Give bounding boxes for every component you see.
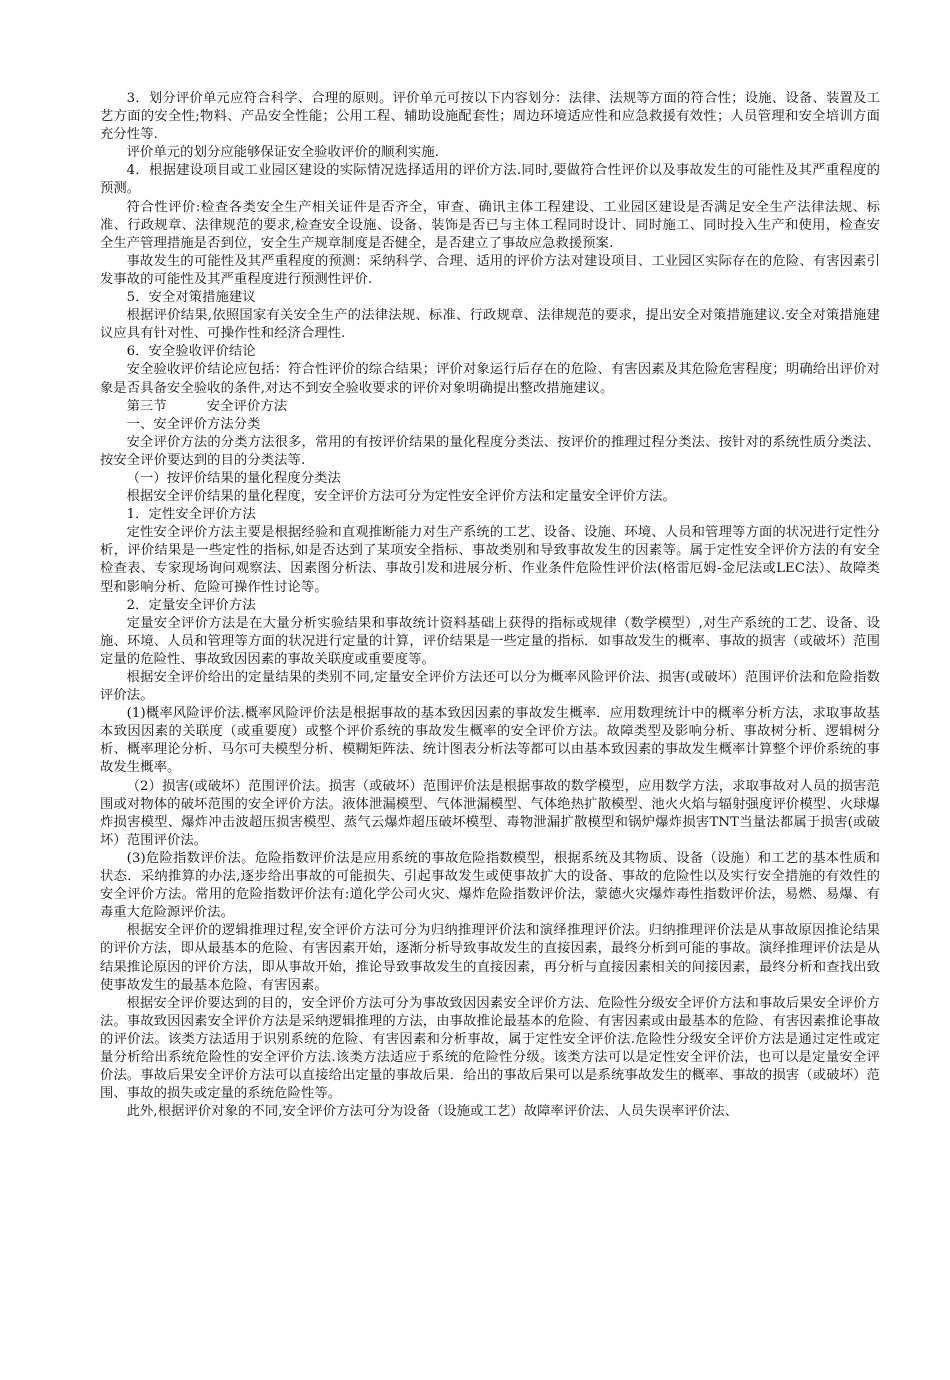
paragraph-3: 4．根据建设项目或工业园区建设的实际情况选择适用的评价方法.同时,要做符合性评价以及事故发生的可能性及其严重程度的预测。 bbox=[100, 163, 880, 197]
section-title: 安全评价方法 bbox=[206, 398, 288, 414]
section-heading bbox=[100, 398, 880, 416]
heading-5: 5．安全对策措施建议 bbox=[126, 290, 256, 306]
subheading-2: （一）按评价结果的量化程度分类法 bbox=[126, 470, 341, 486]
paragraph-5: 事故发生的可能性及其严重程度的预测：采纳科学、合理、适用的评价方法对建设项目、工业园区实际存在的危险、有害因素引发事故的可能性及其严重程度进行预测性评价. bbox=[100, 253, 880, 287]
paragraph-2: 评价单元的划分应能够保证安全验收评价的顺利实施. bbox=[126, 145, 440, 161]
paragraph-14: （2）损害(或破坏）范围评价法。损害（或破坏）范围评价法是根据事故的数学模型，应用数学方法，求取事故对人员的损害范围或对物体的破坏范围的安全评价方法。液体泄漏模型、气体泄漏模型、气体绝热扩散模型、池火火焰与辐射强度评价模型、火球爆炸损害模型、爆炸冲击波超压损害模型、蒸气云爆炸超压破坏模型、毒物泄漏扩散模型和锅炉爆炸损害TNT当量法都属于损害(或破坏）范围评价法。 bbox=[100, 778, 880, 848]
heading-qualitative: 1．定性安全评价方法 bbox=[126, 507, 256, 523]
paragraph-15: (3)危险指数评价法。危险指数评价法是应用系统的事故危险指数模型，根据系统及其物质、设备（设施）和工艺的基本性质和状态．采纳推算的办法,逐步给出事故的可能损失、引起事故发生或使事故扩大的设备、事故的危险性以及实行安全措施的有效性的安全评价方法。常用的危险指数评价法有:道化学公司火灾、爆炸危险指数评价法，蒙德火灾爆炸毒性指数评价法，易燃、易爆、有毒重大危险源评价法。 bbox=[100, 850, 880, 921]
paragraph-9: 根据安全评价结果的量化程度，安全评价方法可分为定性安全评价方法和定量安全评价方法。 bbox=[126, 489, 676, 505]
heading-quantitative: 2．定量安全评价方法 bbox=[126, 597, 256, 613]
paragraph-17: 根据安全评价要达到的目的，安全评价方法可分为事故致因因素安全评价方法、危险性分级安全评价方法和事故后果安全评价方法。事故致因因素安全评价方法是采纳逻辑推理的方法，由事故推论最基本的危险、有害因素或由最基本的危险、有害因素推论事故的评价法。该类方法适用于识别系统的危险、有害因素和分析事故，属于定性安全评价法.危险性分级安全评价方法是通过定性或定量分析给出系统危险性的安全评价方法.该类方法适应于系统的危险性分级。该类方法可以是定性安全评价法，也可以是定量安全评价法。事故后果安全评价方法可以直接给出定量的事故后果．给出的事故后果可以是系统事故发生的概率、事故的损害（或破坏）范围、事故的损失或定量的系统危险性等。 bbox=[100, 995, 880, 1102]
paragraph-16: 根据安全评价的逻辑推理过程,安全评价方法可分为归纳推理评价法和演绎推理评价法。归纳推理评价法是从事故原因推论结果的评价方法，即从最基本的危险、有害因素开始，逐渐分析导致事故发生的直接因素，最终分析到可能的事故。演绎推理评价法是从结果推论原因的评价方法，即从事故开始，推论导致事故发生的直接因素，再分析与直接因素相关的间接因素，最终分析和查找出致使事故发生的最基本危险、有害因素。 bbox=[100, 923, 880, 993]
paragraph-18: 此外,根据评价对象的不同,安全评价方法可分为设备（设施或工艺）故障率评价法、人员失误率评价法、 bbox=[126, 1104, 739, 1120]
paragraph-11: 定量安全评价方法是在大量分析实验结果和事故统计资料基础上获得的指标或规律（数学模型）,对生产系统的工艺、设备、设施、环境、人员和管理等方面的状况进行定量的计算，评价结果是一些定量的指标．如事故发生的概率、事故的损害（或破坏）范围定量的危险性、事故致因因素的事故关联度或重要度等。 bbox=[100, 615, 880, 667]
paragraph-4: 符合性评价:检查各类安全生产相关证件是否齐全，审查、确讯主体工程建设、工业园区建设是否满足安全生产法律法规、标准、行政规章、法律规范的要求,检查安全设施、设备、装饰是否已与主体工程同时设计、同时施工、同时投入生产和使用，检查安全生产管理措施是否到位，安全生产规章制度是否健全，是否建立了事故应急救援预案. bbox=[100, 199, 880, 251]
paragraph-12: 根据安全评价给出的定量结果的类别不同,定量安全评价方法还可以分为概率风险评价法、损害(或破坏）范围评价法和危险指数评价法。 bbox=[100, 670, 880, 704]
paragraph-8: 安全评价方法的分类方法很多，常用的有按评价结果的量化程度分类法、按评价的推理过程分类法、按针对的系统性质分类法、按安全评价要达到的目的分类法等. bbox=[100, 434, 880, 468]
section-number: 第三节 bbox=[126, 398, 167, 414]
paragraph-1: 3．划分评价单元应符合科学、合理的原则。评价单元可按以下内容划分：法律、法规等方面的符合性；设施、设备、装置及工艺方面的安全性;物料、产品安全性能；公用工程、辅助设施配套性；周边环境适应性和应急救援有效性；人员管理和安全培训方面充分性等. bbox=[100, 91, 880, 143]
subheading-1: 一、安全评价方法分类 bbox=[126, 416, 261, 432]
paragraph-6: 根据评价结果,依照国家有关安全生产的法律法规、标准、行政规章、法律规范的要求，提出安全对策措施建议.安全对策措施建议应具有针对性、可操作性和经济合理性. bbox=[100, 308, 880, 342]
paragraph-13: (1)概率风险评价法.概率风险评价法是根据事故的基本致因因素的事故发生概率．应用数理统计中的概率分析方法，求取事故基本致因因素的关联度（或重要度）或整个评价系统的事故发生概率的安全评价方法。故障类型及影响分析、事故树分析、逻辑树分析、概率理论分析、马尔可夫模型分析、模糊矩阵法、统计图表分析法等都可以由基本致因素的事故发生概率计算整个评价系统的事故发生概率。 bbox=[100, 706, 880, 776]
paragraph-7: 安全验收评价结论应包括：符合性评价的综合结果；评价对象运行后存在的危险、有害因素及其危险危害程度；明确给出评价对象是否具备安全验收的条件,对达不到安全验收要求的评价对象明确提出整改措施建议。 bbox=[100, 362, 880, 396]
heading-6: 6．安全验收评价结论 bbox=[126, 344, 256, 360]
paragraph-10: 定性安全评价方法主要是根据经验和直观推断能力对生产系统的工艺、设备、设施、环境、人员和管理等方面的状况进行定性分析，评价结果是一些定性的指标,如是否达到了某项安全指标、事故类别和导致事故发生的因素等。属于定性安全评价方法的有安全检查表、专家现场询问观察法、因素图分析法、事故引发和进展分析、作业条件危险性评价法(格雷厄姆-金尼法或LEC法）、故障类型和影响分析、危险可操作性讨论等。 bbox=[100, 525, 880, 595]
document-body bbox=[100, 90, 880, 1121]
